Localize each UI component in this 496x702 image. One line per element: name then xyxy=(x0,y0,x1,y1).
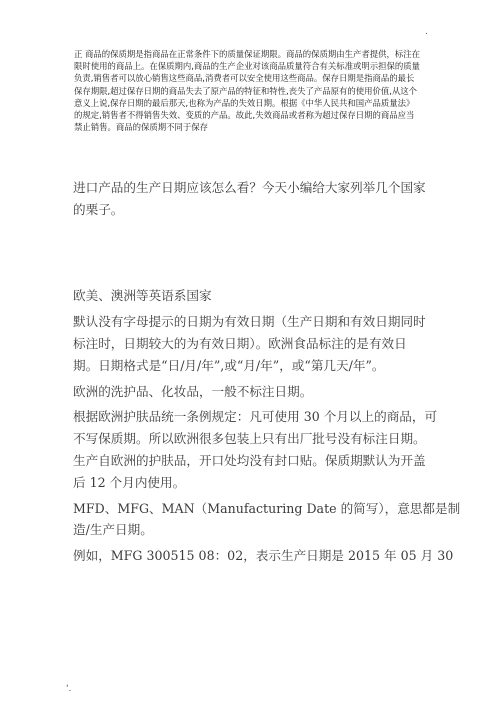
text-line: 期。日期格式是“日/月/年”,或“月/年”，或“第几天/年”。 xyxy=(73,357,385,373)
text-line: 后 12 个月内使用。 xyxy=(73,474,186,490)
text-line: 欧洲的洗护品、化妆品，一般不标注日期。 xyxy=(73,383,313,399)
paragraph-mfd xyxy=(73,498,461,542)
text-line: 的栗子。 xyxy=(73,201,124,217)
paragraph-example xyxy=(73,545,454,567)
text-line: 进口产品的生产日期应该怎么看？今天小编给大家列举几个国家 xyxy=(73,180,426,195)
section-heading-text: 欧美、澳洲等英语系国家 xyxy=(73,288,212,304)
page-mark-top: . xyxy=(425,27,428,37)
text-line: 不写保质期。所以欧洲很多包装上只有出厂批号没有标注日期。 xyxy=(73,431,426,447)
section-heading xyxy=(73,264,438,308)
text-line: 标注时，日期较大的为有效日期）。欧洲食品标注的是有效日 xyxy=(73,335,407,351)
intro-line: 限时使用的商品上。在保质期内,商品的生产企业对该商品质量符合有关标准或明示担保的质量 xyxy=(74,61,421,72)
page-mark-bottom: '. xyxy=(66,684,72,694)
paragraph-regulation xyxy=(73,406,438,493)
article-body xyxy=(73,177,461,567)
text-line: 造/生产日期。 xyxy=(73,522,153,538)
text-line: 默认没有字母提示的日期为有效日期（生产日期和有效日期同时 xyxy=(73,314,426,330)
blank-line xyxy=(73,264,438,286)
intro-line: 禁止销售。商品的保质期不同于保存 xyxy=(74,122,208,133)
paragraph-cosmetics xyxy=(73,381,438,403)
text-line: 例如，MFG 300515 08：02，表示生产日期是 2015 年 05 月 30 xyxy=(73,548,454,564)
intro-line: 的规定,销售者不得销售失效、变质的产品。故此,失效商品或者称为超过保存日期的商品应当 xyxy=(74,110,415,121)
intro-line: 意义上说,保存日期的最后那天,也称为产品的失效日期。根据《中华人民共和国产品质量法》 xyxy=(74,97,415,108)
text-line: 根据欧洲护肤品统一条例规定：凡可使用 30 个月以上的商品，可 xyxy=(73,409,438,425)
intro-line: 正 商品的保质期是指商品在正常条件下的质量保证期限。商品的保质期由生产者提供，标注在 xyxy=(74,49,421,59)
question-paragraph xyxy=(73,177,438,221)
blank-gap xyxy=(73,221,438,264)
intro-line: 保存期限,超过保存日期的商品失去了原产品的特征和特性,丧失了产品原有的使用价值,从这个 xyxy=(74,85,417,96)
intro-line: 负责,销售者可以放心销售这些商品,消费者可以安全使用这些商品。保存日期是指商品的最长 xyxy=(74,73,415,84)
text-line: MFD、MFG、MAN（Manufacturing Date 的简写），意思都是制 xyxy=(73,500,461,516)
text-line: 生产自欧洲的护肤品，开口处均没有封口贴。保质期默认为开盖 xyxy=(73,452,426,468)
intro-paragraph xyxy=(74,48,436,133)
paragraph-date-format xyxy=(73,311,438,376)
